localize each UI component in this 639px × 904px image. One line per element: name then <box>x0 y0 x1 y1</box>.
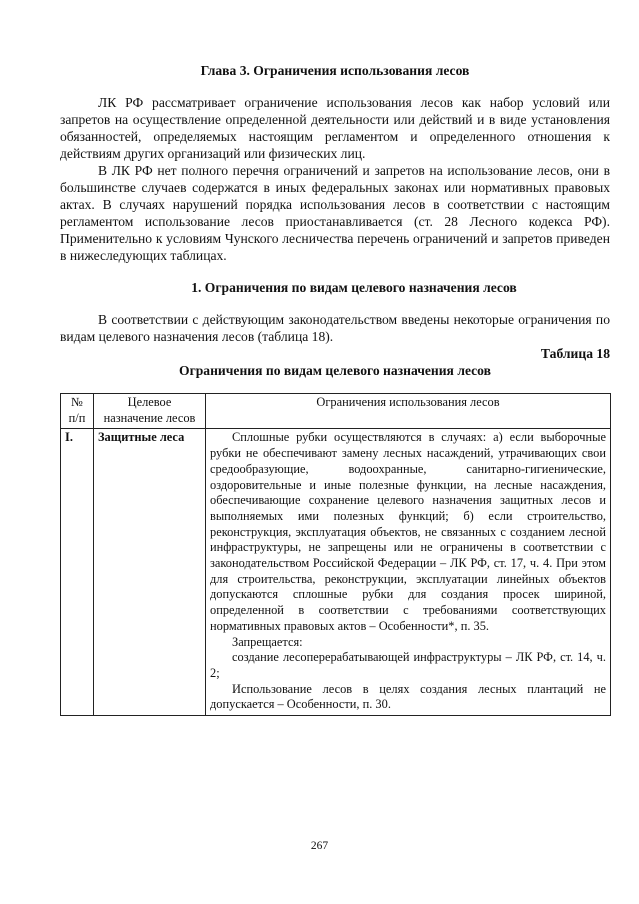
table-header-row <box>61 394 611 429</box>
page-number: 267 <box>310 840 329 852</box>
row-limits <box>206 429 611 716</box>
intro-paragraph-1: ЛК РФ рассматривает ограничение использования лесов как набор условий или запретов на осуществление определенной деятельности или действий и в виде установления обязанностей, определяемых настоящим регламентом и определенного отношения к действиям других организаций или физических лиц. <box>60 95 610 161</box>
intro-paragraph-2: В ЛК РФ нет полного перечня ограничений и запретов на использование лесов, они в большинстве случаев содержатся в иных федеральных законах или нормативных правовых актах. В случаях нарушений порядка использования лесов в соответствии с настоящим регламентом использование лесов приостанавливается (ст. 28 Лесного кодекса РФ). Применительно к условиям Чунского лесничества перечень ограничений и запретов приведен в нижеследующих таблицах. <box>60 163 610 263</box>
header-purpose: Целевое назначение лесов <box>94 394 206 429</box>
table-label: Таблица 18 <box>540 346 610 361</box>
header-limits: Ограничения использования лесов <box>206 394 611 429</box>
section-paragraph: В соответствии с действующим законодательством введены некоторые ограничения по видам целевого назначения лесов (таблица 18). <box>60 312 610 344</box>
section-title: 1. Ограничения по видам целевого назначения лесов <box>191 280 517 295</box>
table-title: Ограничения по видам целевого назначения лесов <box>179 363 491 378</box>
chapter-title: Глава 3. Ограничения использования лесов <box>200 63 470 78</box>
document-page <box>60 62 610 716</box>
header-num: № п/п <box>61 394 94 429</box>
limits-text-3: создание лесоперерабатывающей инфраструктуры – ЛК РФ, ст. 14, ч. 2; <box>210 650 606 680</box>
limits-text-2: Запрещается: <box>232 634 303 649</box>
limits-text-4: Использование лесов в целях создания лесных плантаций не допускается – Особенности, п. 30. <box>210 681 606 712</box>
row-purpose: Защитные леса <box>94 429 206 716</box>
limits-table <box>60 393 611 716</box>
row-num: I. <box>61 429 94 716</box>
table-row <box>61 429 611 716</box>
limits-text-1: Сплошные рубки осуществляются в случаях: а) если выборочные рубки не обеспечивают замену лесных насаждений, утрачивающих свои средообразующие, водоохранные, санитарно-гигиенические, оздоровительные и иные полезные функции, на лесные насаждения, обеспечивающие сохранение целевого назначения защитных лесов и выполняемых ими полезных функций; б) если строительство, реконструкция, эксплуатация объектов, не связанных с созданием лесной инфраструктуры, не запрещены или не ограничены в соответствии с законодательством Российской Федерации – ЛК РФ, ст. 17, ч. 4. При этом для строительства, реконструкции, эксплуатации линейных объектов допускаются сплошные рубки для создания просек шириной, определенной в соответствии с требованиями соответствующих нормативных правовых актов – Особенности*, п. 35. <box>210 430 606 633</box>
